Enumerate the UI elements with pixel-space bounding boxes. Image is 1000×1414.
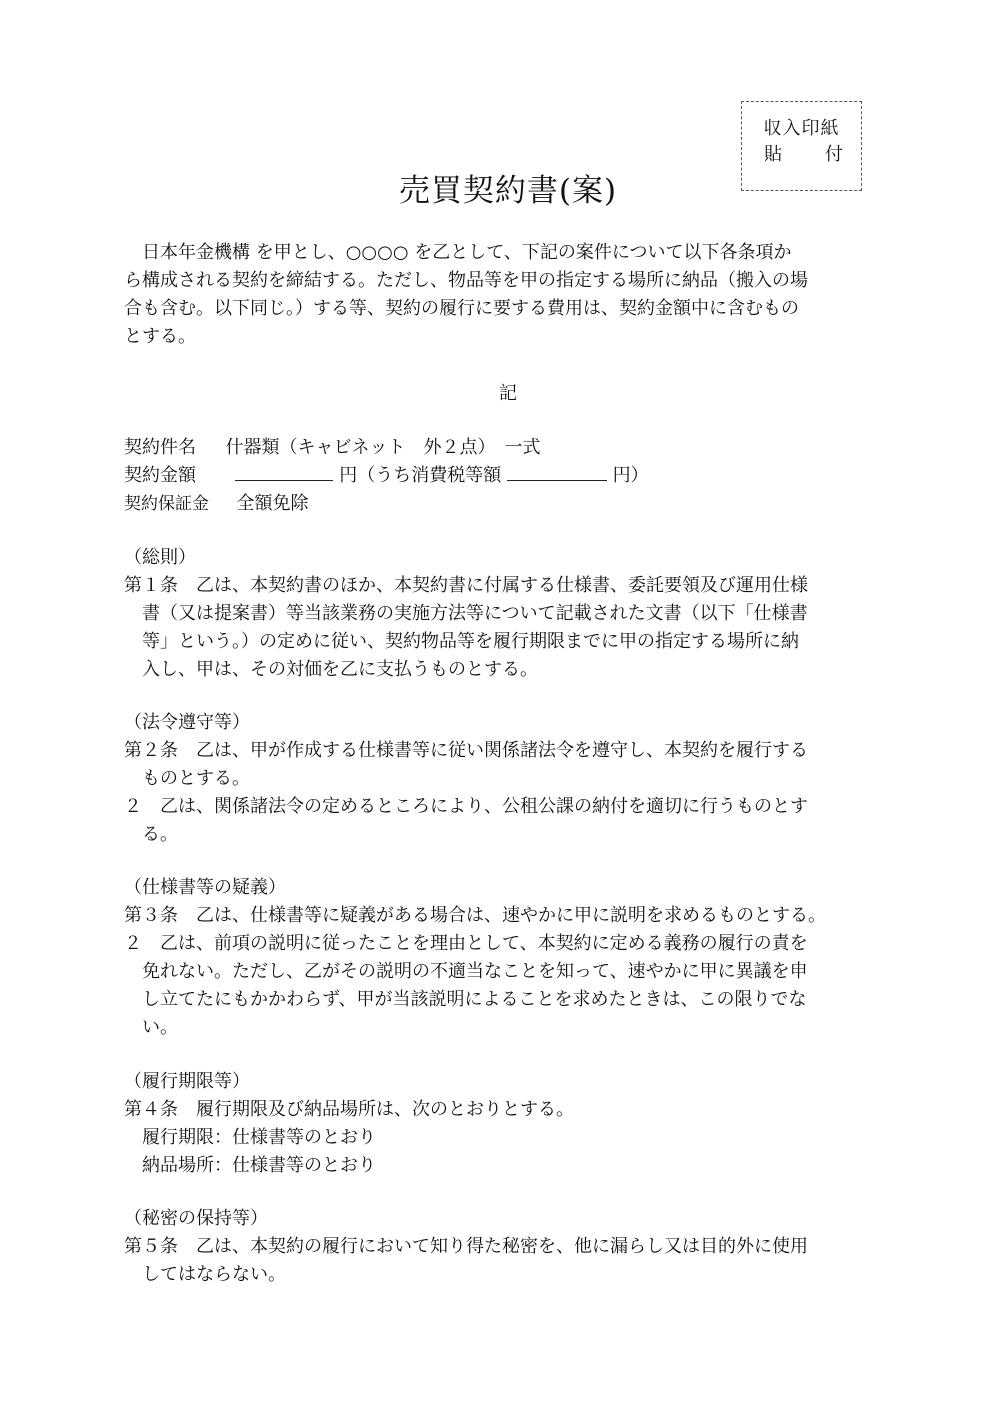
article-heading: （総則） bbox=[124, 547, 196, 568]
article-line: 納品場所：仕様書等のとおり bbox=[124, 1155, 376, 1176]
stamp-label: 収入印紙 bbox=[763, 118, 840, 139]
ki-heading: 記 bbox=[499, 383, 517, 404]
article-line: い。 bbox=[124, 1017, 178, 1038]
preamble-line: 合も含む。以下同じ。）する等、契約の履行に要する費用は、契約金額中に含むもの bbox=[124, 298, 799, 319]
contract-item-row bbox=[124, 434, 540, 462]
preamble-line: ら構成される契約を締結する。ただし、物品等を甲の指定する場所に納品（搬入の場 bbox=[124, 270, 808, 291]
article-line: 履行期限：仕様書等のとおり bbox=[124, 1127, 376, 1148]
preamble-line: とする。 bbox=[124, 326, 196, 347]
stamp-paste-label: 貼 付 bbox=[764, 144, 843, 165]
contract-deposit-row bbox=[124, 490, 308, 518]
article-line: 等」という。）の定めに従い、契約物品等を履行期限までに甲の指定する場所に納 bbox=[124, 631, 799, 652]
article-line: 第１条 乙は、本契約書のほか、本契約書に付属する仕様書、委託要領及び運用仕様 bbox=[124, 575, 808, 596]
article-heading: （秘密の保持等） bbox=[124, 1208, 268, 1229]
contract-deposit-value: 全額免除 bbox=[236, 493, 309, 514]
article-line: 入し、甲は、その対価を乙に支払うものとする。 bbox=[124, 659, 538, 680]
article-line: 第５条 乙は、本契約の履行において知り得た秘密を、他に漏らし又は目的外に使用 bbox=[124, 1236, 808, 1257]
article-line: 第３条 乙は、仕様書等に疑義がある場合は、速やかに甲に説明を求めるものとする。 bbox=[124, 905, 826, 926]
contract-amount-row: 契約金額 円（うち消費税等額 円） bbox=[124, 462, 649, 490]
contract-amount-label: 契約金額 bbox=[124, 465, 196, 486]
article-line: 免れない。ただし、乙がその説明の不適当なことを知って、速やかに甲に異議を申 bbox=[124, 961, 808, 982]
article-line: ２ 乙は、関係諸法令の定めるところにより、公租公課の納付を適切に行うものとす bbox=[124, 796, 808, 817]
article-line: ものとする。 bbox=[124, 768, 250, 789]
article-line: 第４条 履行期限及び納品場所は、次のとおりとする。 bbox=[124, 1099, 574, 1120]
tax-amount-blank bbox=[507, 462, 607, 481]
article-heading: （仕様書等の疑義） bbox=[124, 877, 286, 898]
contract-deposit-label: 契約保証金 bbox=[124, 494, 209, 514]
article-line: してはならない。 bbox=[124, 1264, 286, 1285]
article-heading: （法令遵守等） bbox=[124, 712, 250, 733]
contract-item-value: 什器類（キャビネット 外２点） 一式 bbox=[225, 437, 541, 458]
article-heading: （履行期限等） bbox=[124, 1071, 250, 1092]
article-line: 書（又は提案書）等当該業務の実施方法等について記載された文書（以下「仕様書 bbox=[124, 603, 808, 624]
article-line: し立てたにもかかわらず、甲が当該説明によることを求めたときは、この限りでな bbox=[124, 989, 807, 1010]
preamble-line: 日本年金機構 を甲とし、○○○○ を乙として、下記の案件について以下各条項か bbox=[124, 242, 792, 263]
article-line: 第２条 乙は、甲が作成する仕様書等に従い関係諸法令を遵守し、本契約を履行する bbox=[124, 740, 808, 761]
contract-item-label: 契約件名 bbox=[124, 437, 196, 458]
document-title: 売買契約書(案) bbox=[398, 173, 618, 209]
article-line: ２ 乙は、前項の説明に従ったことを理由として、本契約に定める義務の履行の責を bbox=[124, 933, 808, 954]
amount-blank bbox=[235, 462, 333, 481]
article-line: る。 bbox=[124, 824, 178, 845]
